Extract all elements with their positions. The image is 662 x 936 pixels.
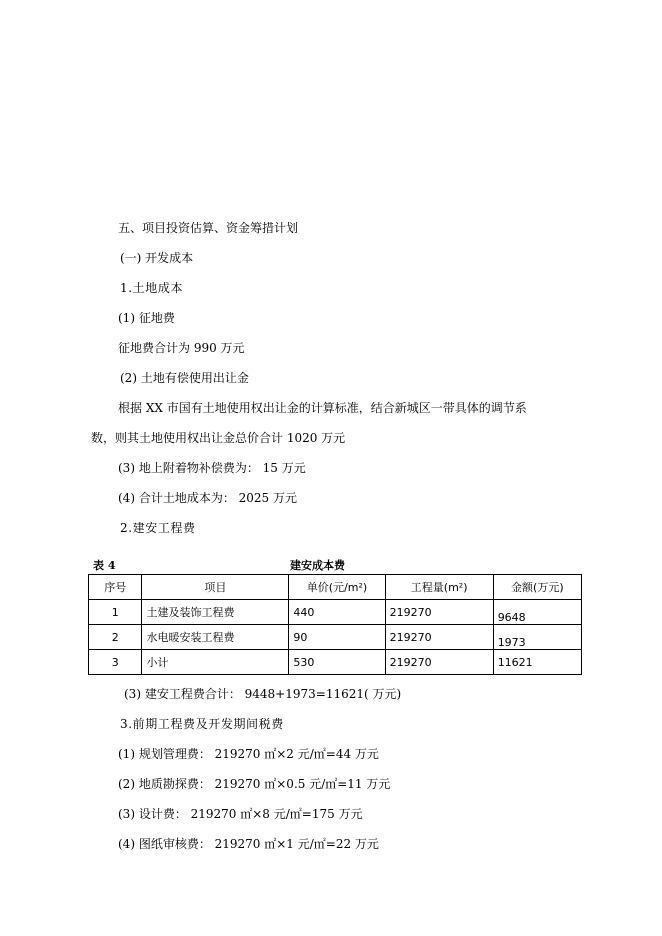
cell-amount: 1973 xyxy=(493,625,581,650)
cell-item: 土建及装饰工程费 xyxy=(142,600,289,625)
planning-fee: (1) 规划管理费： 219270 ㎡×2 元/㎡=44 万元 xyxy=(118,747,379,761)
header-item: 项目 xyxy=(142,575,289,600)
table-label: 表 4 xyxy=(93,559,116,572)
cell-item: 小计 xyxy=(142,650,289,675)
cell-quantity: 219270 xyxy=(385,650,493,675)
header-amount: 金额(万元) xyxy=(493,575,581,600)
subsection-heading: (一) 开发成本 xyxy=(120,251,194,265)
cell-seq: 1 xyxy=(89,600,142,625)
table-row xyxy=(89,650,582,675)
cell-quantity: 219270 xyxy=(385,625,493,650)
construction-total: (3) 建安工程费合计： 9448+1973=11621( 万元) xyxy=(124,687,402,701)
table-row xyxy=(89,625,582,650)
header-price: 单价(元/m²) xyxy=(289,575,385,600)
land-use-paragraph-line2: 数，则其土地使用权出让金总价合计 1020 万元 xyxy=(91,431,346,445)
item-heading-land-cost: 1.土地成本 xyxy=(120,281,184,295)
cell-amount: 9648 xyxy=(493,600,581,625)
review-fee: (4) 图纸审核费： 219270 ㎡×1 元/㎡=22 万元 xyxy=(118,837,379,851)
table-title: 建安成本费 xyxy=(290,559,345,572)
land-use-fee-title: (2) 土地有偿使用出让金 xyxy=(120,371,249,385)
cell-price: 530 xyxy=(289,650,385,675)
cell-quantity: 219270 xyxy=(385,600,493,625)
land-acquisition-title: (1) 征地费 xyxy=(118,311,175,325)
construction-cost-table xyxy=(88,574,582,675)
table-header-row xyxy=(89,575,582,600)
land-acquisition-total: 征地费合计为 990 万元 xyxy=(118,341,245,355)
cell-amount: 11621 xyxy=(493,650,581,675)
item-heading-construction: 2.建安工程费 xyxy=(120,521,196,535)
land-use-paragraph-line1: 根据 XX 市国有土地使用权出让金的计算标准，结合新城区一带具体的调节系 xyxy=(118,401,527,415)
attachment-compensation: (3) 地上附着物补偿费为： 15 万元 xyxy=(118,461,306,475)
item-heading-preliminary: 3.前期工程费及开发期间税费 xyxy=(120,717,284,731)
table-row xyxy=(89,600,582,625)
cell-price: 440 xyxy=(289,600,385,625)
section-heading: 五、项目投资估算、资金筹措计划 xyxy=(118,221,299,235)
cell-seq: 2 xyxy=(89,625,142,650)
header-quantity: 工程量(m²) xyxy=(385,575,493,600)
cell-seq: 3 xyxy=(89,650,142,675)
land-cost-total: (4) 合计土地成本为： 2025 万元 xyxy=(118,491,297,505)
survey-fee: (2) 地质勘探费： 219270 ㎡×0.5 元/㎡=11 万元 xyxy=(118,777,391,791)
cell-price: 90 xyxy=(289,625,385,650)
header-seq: 序号 xyxy=(89,575,142,600)
design-fee: (3) 设计费： 219270 ㎡×8 元/㎡=175 万元 xyxy=(118,807,363,821)
cell-item: 水电暖安装工程费 xyxy=(142,625,289,650)
